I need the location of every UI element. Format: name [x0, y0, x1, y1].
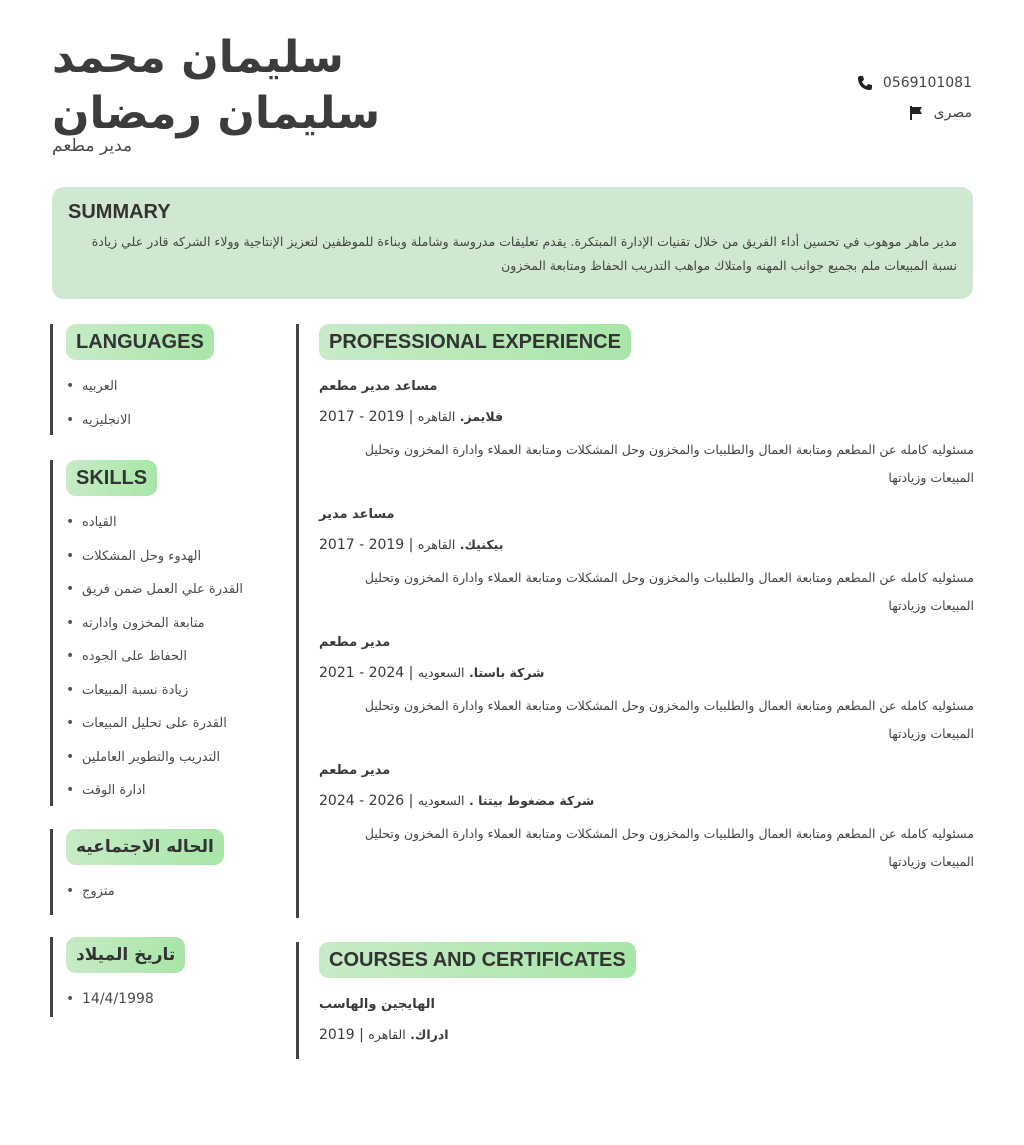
job-description: مسئوليه كامله عن المطعم ومتابعة العمال والطلبيات والمخزون وحل المشكلات ومتابعة العملاء وادارة المخزون وتحليل المبيعات وزيادتها [364, 826, 974, 869]
job-dates: 2024 - 2026 [319, 793, 405, 809]
list-item: • القدرة علي العمل ضمن فريق [66, 573, 290, 607]
job-location: السعوديه [417, 793, 465, 808]
job-entry [319, 630, 976, 748]
birth-date-section [50, 937, 290, 1017]
job-dates: 2017 - 2019 [319, 409, 405, 425]
summary-text: مدير ماهر موهوب في تحسين أداء الفريق من خلال تقنيات الإدارة المبتكرة. يقدم تعليقات مدروسة وشاملة وبناءة للموظفين لتعزيز الإنتاجية وولاء الشركه قادر علي زيادة نسبة المبيعات ملم بجميع جوانب المهنه وامتلاك مواهب التدريب الحفاظ ومتابعة المخزون [91, 234, 957, 273]
job-meta: 2024 - 2026 | السعوديه شركة مضغوط بيتنا . [319, 793, 595, 809]
course-year: 2019 [319, 1027, 355, 1043]
candidate-name: سليمان محمد سليمان رمضان [52, 32, 381, 139]
job-company: شركة باستا. [468, 665, 545, 680]
job-dates: 2021 - 2024 [319, 665, 405, 681]
birth-date-list [66, 983, 290, 1017]
job-description: مسئوليه كامله عن المطعم ومتابعة العمال والطلبيات والمخزون وحل المشكلات ومتابعة العملاء وادارة المخزون وتحليل المبيعات وزيادتها [364, 442, 974, 485]
job-company: شركة مضغوط بيتنا . [468, 793, 595, 808]
list-item: • العربيه [66, 370, 290, 404]
languages-heading: LANGUAGES [66, 324, 214, 360]
list-item: • متابعة المخزون وادارته [66, 607, 290, 641]
phone-icon [857, 75, 873, 91]
course-location: القاهره [368, 1027, 406, 1042]
experience-heading: PROFESSIONAL EXPERIENCE [319, 324, 631, 360]
job-meta: 2017 - 2019 | القاهره فلايمز. [319, 409, 504, 425]
languages-list [66, 370, 290, 437]
list-item: • الحفاظ على الجوده [66, 640, 290, 674]
candidate-job-title: مدير مطعم [52, 136, 133, 156]
job-entry [319, 502, 976, 620]
list-item: • القدرة على تحليل المبيعات [66, 707, 290, 741]
job-location: القاهره [417, 409, 456, 424]
job-dates: 2017 - 2019 [319, 537, 405, 553]
marital-status-section [50, 829, 290, 915]
job-role: مدير مطعم [319, 635, 391, 650]
contact-block [772, 70, 972, 130]
marital-status-heading: الحاله الاجتماعيه [66, 829, 224, 865]
list-item: • 14/4/1998 [66, 983, 290, 1017]
job-role: مساعد مدير مطعم [319, 379, 438, 394]
list-item: • القياده [66, 506, 290, 540]
skills-section [50, 460, 290, 806]
job-location: القاهره [417, 537, 456, 552]
job-entry [319, 374, 976, 492]
list-item: • التدريب والتطوير العاملين [66, 741, 290, 775]
contact-phone [772, 70, 972, 96]
job-meta: 2017 - 2019 | القاهره بيكنيك. [319, 537, 504, 553]
course-title: الهايجين والهاسب [319, 997, 436, 1012]
list-item: • ادارة الوقت [66, 774, 290, 808]
job-location: السعوديه [417, 665, 465, 680]
marital-status-list [66, 875, 290, 909]
languages-section [50, 324, 290, 435]
job-entry [319, 758, 976, 876]
course-meta: 2019 | القاهره ادراك. [319, 1027, 449, 1043]
job-company: بيكنيك. [459, 537, 504, 552]
skills-heading: SKILLS [66, 460, 157, 496]
phone-number: 0569101081 [882, 75, 972, 91]
list-item: • زيادة نسبة المبيعات [66, 674, 290, 708]
list-item: • الانجليزيه [66, 404, 290, 438]
birth-date-heading: تاريخ الميلاد [66, 937, 185, 973]
courses-section [296, 942, 976, 1059]
experience-section [296, 324, 976, 918]
summary-heading: SUMMARY [68, 201, 171, 223]
job-description: مسئوليه كامله عن المطعم ومتابعة العمال والطلبيات والمخزون وحل المشكلات ومتابعة العملاء وادارة المخزون وتحليل المبيعات وزيادتها [364, 698, 974, 741]
summary-section [52, 187, 973, 299]
flag-icon [908, 105, 924, 121]
course-entry [319, 992, 976, 1052]
skills-list [66, 506, 290, 808]
job-meta: 2021 - 2024 | السعوديه شركة باستا. [319, 665, 545, 681]
course-org: ادراك. [410, 1027, 449, 1042]
job-company: فلايمز. [459, 409, 504, 424]
job-role: مدير مطعم [319, 763, 391, 778]
job-description: مسئوليه كامله عن المطعم ومتابعة العمال والطلبيات والمخزون وحل المشكلات ومتابعة العملاء وادارة المخزون وتحليل المبيعات وزيادتها [364, 570, 974, 613]
courses-heading: COURSES AND CERTIFICATES [319, 942, 636, 978]
job-role: مساعد مدير [319, 507, 395, 522]
list-item: • الهدوء وحل المشكلات [66, 540, 290, 574]
list-item: • متزوج [66, 875, 290, 909]
nationality-text: مصرى [933, 105, 972, 121]
contact-nationality [772, 100, 972, 126]
